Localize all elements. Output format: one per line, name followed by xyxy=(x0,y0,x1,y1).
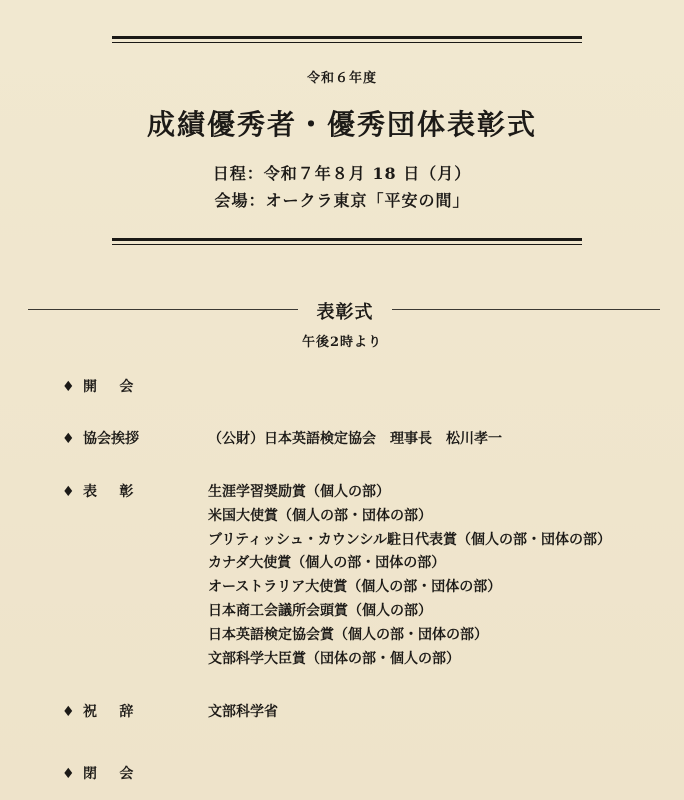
award-item: 米国大使賞（個人の部・団体の部） xyxy=(208,507,432,524)
award-item: 日本商工会議所会頭賞（個人の部） xyxy=(208,602,432,619)
program-label-closing: 閉会 xyxy=(83,766,156,782)
award-item: カナダ大使賞（個人の部・団体の部） xyxy=(208,555,446,572)
diamond-bullet-icon: ♦ xyxy=(62,379,75,395)
diamond-bullet-icon: ♦ xyxy=(62,704,75,720)
award-item: 生涯学習奨励賞（個人の部） xyxy=(208,484,390,500)
program-details-awards xyxy=(208,481,668,671)
ceremony-venue: 会場：オークラ東京「平安の間」 xyxy=(214,191,470,210)
award-item: ブリティッシュ・カウンシル駐日代表賞（個人の部・団体の部） xyxy=(208,531,612,548)
program-details-greeting xyxy=(208,428,668,452)
program-label-congratulatory-address: 祝辞 xyxy=(83,704,156,720)
program-label-opening: 開会 xyxy=(83,379,156,395)
section-start-time: 午後2時より xyxy=(301,335,383,350)
section-title: 表彰式 xyxy=(316,302,374,323)
diamond-bullet-icon: ♦ xyxy=(62,484,75,500)
award-item: 文部科学大臣賞（団体の部・個人の部） xyxy=(208,650,460,667)
program-label-greeting: 協会挨拶 xyxy=(83,431,139,447)
diamond-bullet-icon: ♦ xyxy=(62,766,75,782)
section-rule-left xyxy=(28,309,298,310)
award-item: オーストラリア大使賞（個人の部・団体の部） xyxy=(208,579,502,596)
ceremony-date: 日程：令和７年８月 18 日（月） xyxy=(212,164,472,183)
section-rule-right xyxy=(392,309,660,310)
top-double-rule xyxy=(112,36,582,43)
diamond-bullet-icon: ♦ xyxy=(62,431,75,447)
bottom-double-rule xyxy=(112,238,582,245)
award-item: 日本英語検定協会賞（個人の部・団体の部） xyxy=(208,626,488,643)
fiscal-year: 令和６年度 xyxy=(306,71,377,86)
ceremony-title: 成績優秀者・優秀団体表彰式 xyxy=(146,108,537,141)
congratulatory-speaker: 文部科学省 xyxy=(208,704,278,720)
greeting-speaker: （公財）日本英語検定協会 理事長 松川孝一 xyxy=(208,431,502,447)
program-details-congratulatory-address xyxy=(208,701,668,725)
program-label-awards: 表彰 xyxy=(83,484,156,500)
